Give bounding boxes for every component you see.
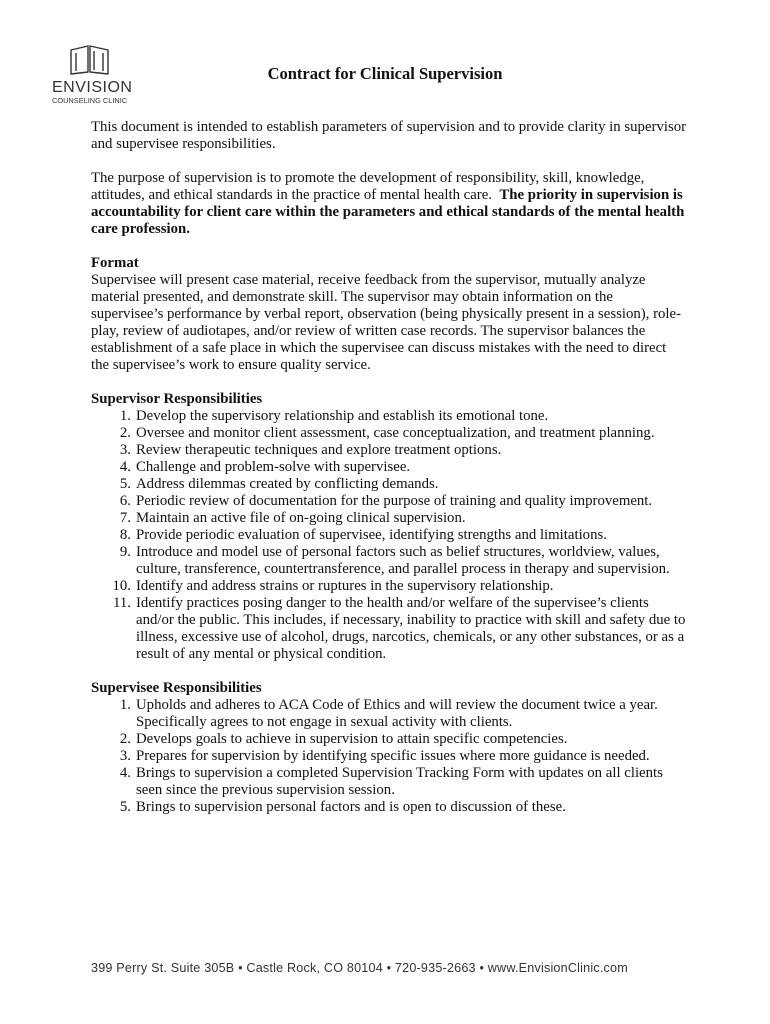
logo-subtitle: COUNSELING CLINIC xyxy=(52,96,128,105)
intro-paragraph: This document is intended to establish parameters of supervision and to provide clarity in supervisor and supervisee responsibilities. xyxy=(91,119,687,152)
item-number: 11. xyxy=(113,595,131,611)
item-text: Brings to supervision a completed Supervision Tracking Form with updates on all clients seen since the previous supervision session. xyxy=(136,765,663,798)
item-text: Provide periodic evaluation of supervisee, identifying strengths and limitations. xyxy=(136,527,607,543)
list-item xyxy=(91,731,687,748)
item-number: 2. xyxy=(119,731,131,747)
list-item xyxy=(91,578,687,595)
item-text: Brings to supervision personal factors and is open to discussion of these. xyxy=(136,799,566,815)
item-number: 1. xyxy=(119,697,131,713)
item-text: Challenge and problem-solve with supervisee. xyxy=(136,459,411,475)
item-text: Identify practices posing danger to the health and/or welfare of the supervisee’s clients and/or the public. This includes, if necessary, inability to practice with skill and safety due to illness, excessive use of alcohol, drugs, narcotics, chemicals, or any other substances, or as a result of any mental or physical condition. xyxy=(136,595,686,662)
list-item xyxy=(91,408,687,425)
document-title: Contract for Clinical Supervision xyxy=(267,64,503,83)
list-item xyxy=(91,493,687,510)
list-item xyxy=(91,510,687,527)
item-number: 5. xyxy=(119,799,131,815)
item-text: Maintain an active file of on-going clinical supervision. xyxy=(136,510,466,526)
item-number: 1. xyxy=(119,408,131,424)
document-body xyxy=(91,119,687,833)
list-item xyxy=(91,748,687,765)
item-text: Prepares for supervision by identifying specific issues where more guidance is needed. xyxy=(136,748,650,764)
purpose-text: The purpose of supervision is to promote the development of responsibility, skill, knowledge, attitudes, and ethical standards in the practice of mental health care. xyxy=(91,170,645,203)
format-section xyxy=(91,255,687,374)
item-number: 8. xyxy=(119,527,131,543)
list-item xyxy=(91,442,687,459)
item-number: 4. xyxy=(119,765,131,781)
item-number: 9. xyxy=(119,544,131,560)
item-text: Oversee and monitor client assessment, case conceptualization, and treatment planning. xyxy=(136,425,655,441)
item-number: 2. xyxy=(119,425,131,441)
supervisor-heading: Supervisor Responsibilities xyxy=(91,391,263,407)
item-number: 7. xyxy=(119,510,131,526)
purpose-paragraph xyxy=(91,170,687,238)
footer-contact: 399 Perry St. Suite 305B • Castle Rock, CO 80104 • 720-935-2663 • www.EnvisionClinic.com xyxy=(91,961,628,975)
item-number: 4. xyxy=(119,459,131,475)
supervisee-section xyxy=(91,680,687,816)
item-number: 3. xyxy=(119,442,131,458)
list-item xyxy=(91,527,687,544)
item-text: Introduce and model use of personal factors such as belief structures, worldview, values, culture, transference, countertransference, and parallel process in therapy and supervision. xyxy=(136,544,670,577)
list-item xyxy=(91,425,687,442)
format-text: Supervisee will present case material, receive feedback from the supervisor, mutually analyze material presented, and demonstrate skill. The supervisor may obtain information on the supervisee’s performance by verbal report, observation (being physically present in a session), role-play, review of audiotapes, and/or review of written case records. The supervisor balances the establishment of a safe place in which the supervisee can discuss mistakes with the need to direct the supervisee’s work to ensure quality service. xyxy=(91,272,682,373)
purpose-bold-text: The priority in supervision is accountability for client care within the parameters and ethical standards of the mental health care profession. xyxy=(91,187,685,237)
item-text: Review therapeutic techniques and explore treatment options. xyxy=(136,442,502,458)
item-number: 3. xyxy=(119,748,131,764)
list-item xyxy=(91,697,687,731)
item-number: 5. xyxy=(119,476,131,492)
supervisor-list xyxy=(91,408,687,663)
item-text: Address dilemmas created by conflicting demands. xyxy=(136,476,439,492)
item-text: Periodic review of documentation for the purpose of training and quality improvement. xyxy=(136,493,653,509)
list-item xyxy=(91,765,687,799)
item-number: 6. xyxy=(119,493,131,509)
item-number: 10. xyxy=(112,578,131,594)
list-item xyxy=(91,459,687,476)
format-heading: Format xyxy=(91,255,139,271)
item-text: Upholds and adheres to ACA Code of Ethics and will review the document twice a year. Specifically agrees to not engage in sexual activity with clients. xyxy=(136,697,658,730)
list-item xyxy=(91,595,687,663)
list-item xyxy=(91,799,687,816)
item-text: Develops goals to achieve in supervision to attain specific competencies. xyxy=(136,731,568,747)
logo-name: ENVISION xyxy=(52,79,133,96)
supervisee-list xyxy=(91,697,687,816)
item-text: Identify and address strains or ruptures in the supervisory relationship. xyxy=(136,578,554,594)
list-item xyxy=(91,476,687,493)
item-text: Develop the supervisory relationship and establish its emotional tone. xyxy=(136,408,549,424)
supervisor-section xyxy=(91,391,687,663)
supervisee-heading: Supervisee Responsibilities xyxy=(91,680,262,696)
list-item xyxy=(91,544,687,578)
